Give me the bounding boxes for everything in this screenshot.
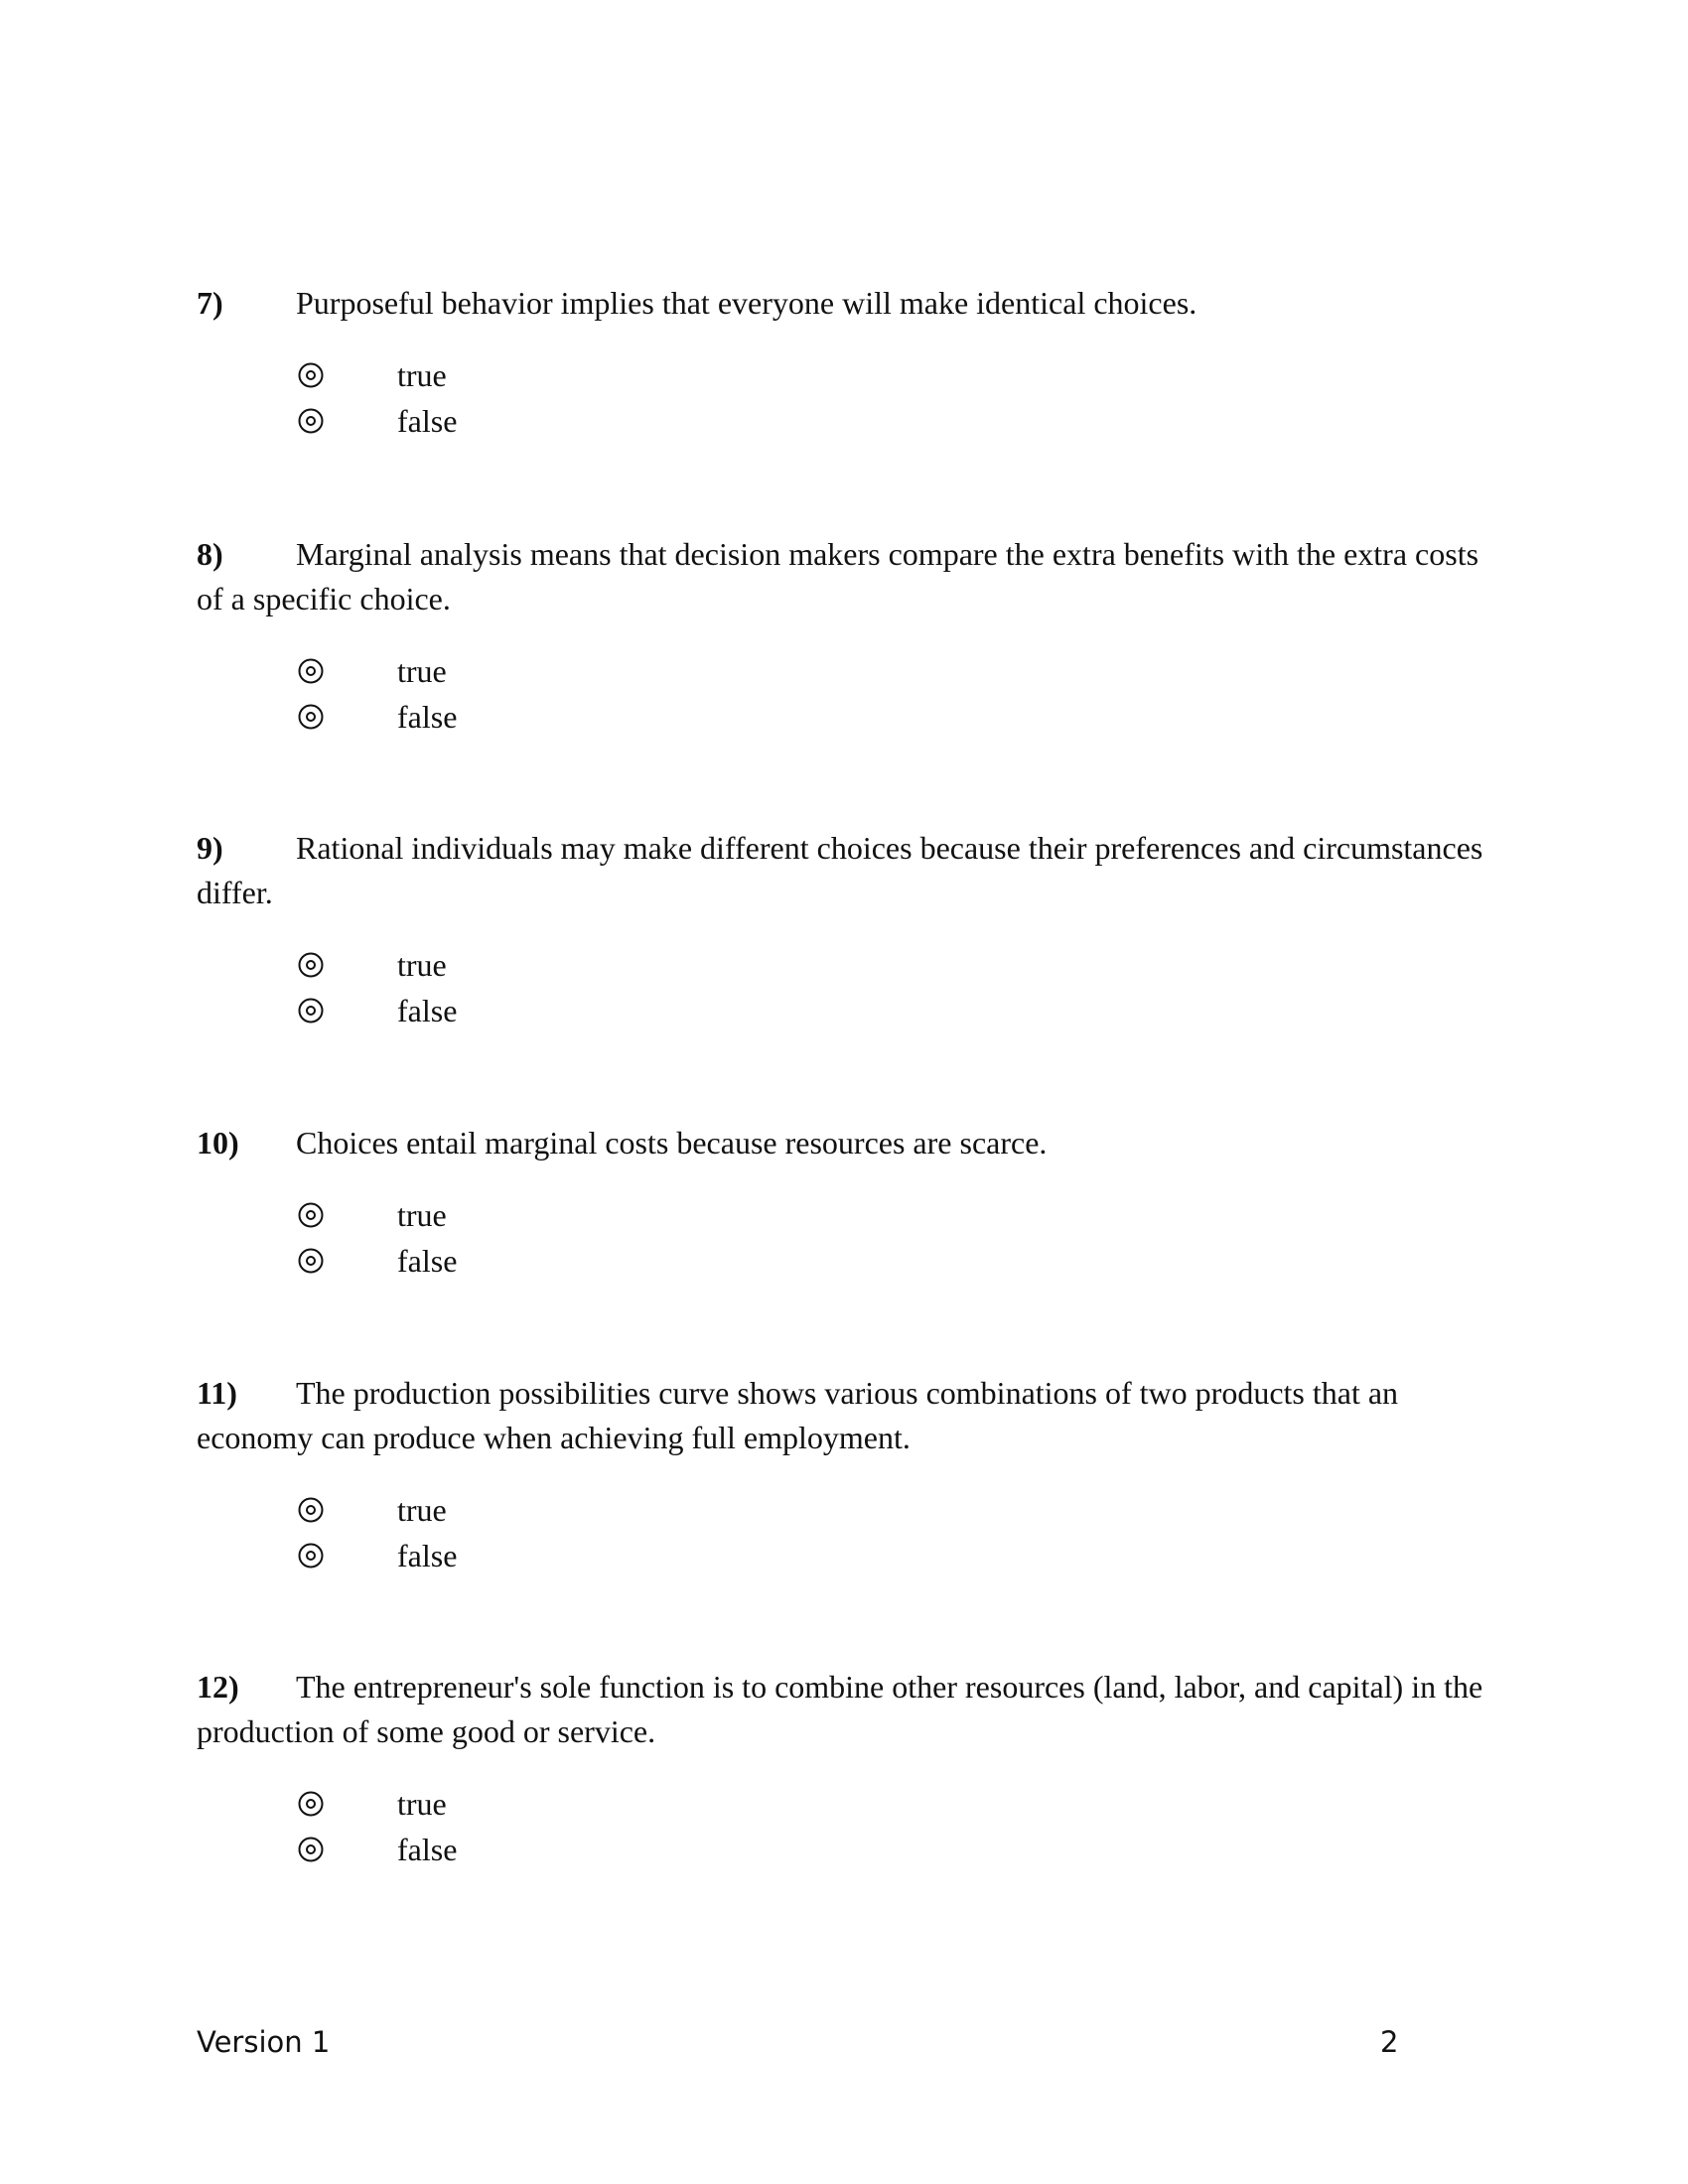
- radio-button-icon[interactable]: [298, 1837, 324, 1862]
- option-false[interactable]: [298, 1827, 1507, 1872]
- option-true[interactable]: [298, 648, 1507, 694]
- option-true[interactable]: [298, 1781, 1507, 1827]
- answer-options: [298, 942, 1507, 1033]
- answer-options: [298, 1192, 1507, 1284]
- answer-options: [298, 648, 1507, 740]
- option-label: false: [397, 1831, 458, 1867]
- question-number: 10): [197, 1125, 239, 1160]
- question-text: The entrepreneur's sole function is to combine other resources (land, labor, and capital) in the production of some good or service.: [197, 1669, 1483, 1749]
- option-false[interactable]: [298, 694, 1507, 740]
- option-label: false: [397, 992, 458, 1028]
- question-text: Rational individuals may make different choices because their preferences and circumstances differ.: [197, 830, 1483, 910]
- question-text: Purposeful behavior implies that everyone will make identical choices.: [296, 285, 1197, 321]
- option-label: false: [397, 402, 458, 439]
- question-text: The production possibilities curve shows various combinations of two products that an economy can produce when achieving full employment.: [197, 1375, 1399, 1455]
- radio-button-icon[interactable]: [298, 704, 324, 730]
- question-12: [197, 1665, 1507, 1872]
- option-true[interactable]: [298, 1192, 1507, 1238]
- radio-button-icon[interactable]: [298, 952, 324, 978]
- question-12-text-block: [197, 1665, 1507, 1754]
- question-7-text-block: [197, 281, 1507, 326]
- question-11-text-block: [197, 1371, 1507, 1460]
- question-8-text-block: [197, 532, 1507, 621]
- question-7: [197, 281, 1507, 444]
- question-text: Marginal analysis means that decision makers compare the extra benefits with the extra costs of a specific choice.: [197, 536, 1479, 616]
- radio-button-icon[interactable]: [298, 998, 324, 1024]
- option-label: false: [397, 1537, 458, 1573]
- option-label: true: [397, 356, 447, 393]
- radio-button-icon[interactable]: [298, 1791, 324, 1817]
- option-label: true: [397, 1785, 447, 1822]
- question-number: 8): [197, 536, 223, 572]
- radio-button-icon[interactable]: [298, 1248, 324, 1274]
- option-label: false: [397, 698, 458, 735]
- question-number: 7): [197, 285, 223, 321]
- footer-page-number: 2: [1380, 2025, 1399, 2059]
- radio-button-icon[interactable]: [298, 1543, 324, 1569]
- radio-button-icon[interactable]: [298, 1497, 324, 1523]
- option-true[interactable]: [298, 942, 1507, 988]
- option-false[interactable]: [298, 1533, 1507, 1578]
- radio-button-icon[interactable]: [298, 1202, 324, 1228]
- question-number: 12): [197, 1669, 239, 1705]
- option-label: false: [397, 1242, 458, 1279]
- option-false[interactable]: [298, 988, 1507, 1033]
- answer-options: [298, 352, 1507, 444]
- radio-button-icon[interactable]: [298, 408, 324, 434]
- question-10: [197, 1121, 1507, 1284]
- option-false[interactable]: [298, 398, 1507, 444]
- question-10-text-block: [197, 1121, 1507, 1165]
- question-11: [197, 1371, 1507, 1578]
- question-8: [197, 532, 1507, 740]
- answer-options: [298, 1781, 1507, 1872]
- radio-button-icon[interactable]: [298, 658, 324, 684]
- answer-options: [298, 1487, 1507, 1578]
- question-9-text-block: [197, 826, 1507, 915]
- option-false[interactable]: [298, 1238, 1507, 1284]
- radio-button-icon[interactable]: [298, 362, 324, 388]
- question-9: [197, 826, 1507, 1033]
- option-label: true: [397, 1491, 447, 1528]
- question-number: 11): [197, 1375, 237, 1411]
- option-true[interactable]: [298, 1487, 1507, 1533]
- option-label: true: [397, 946, 447, 983]
- option-label: true: [397, 1196, 447, 1233]
- question-number: 9): [197, 830, 223, 866]
- question-text: Choices entail marginal costs because resources are scarce.: [296, 1125, 1048, 1160]
- footer-version: Version 1: [197, 2025, 331, 2059]
- option-true[interactable]: [298, 352, 1507, 398]
- option-label: true: [397, 652, 447, 689]
